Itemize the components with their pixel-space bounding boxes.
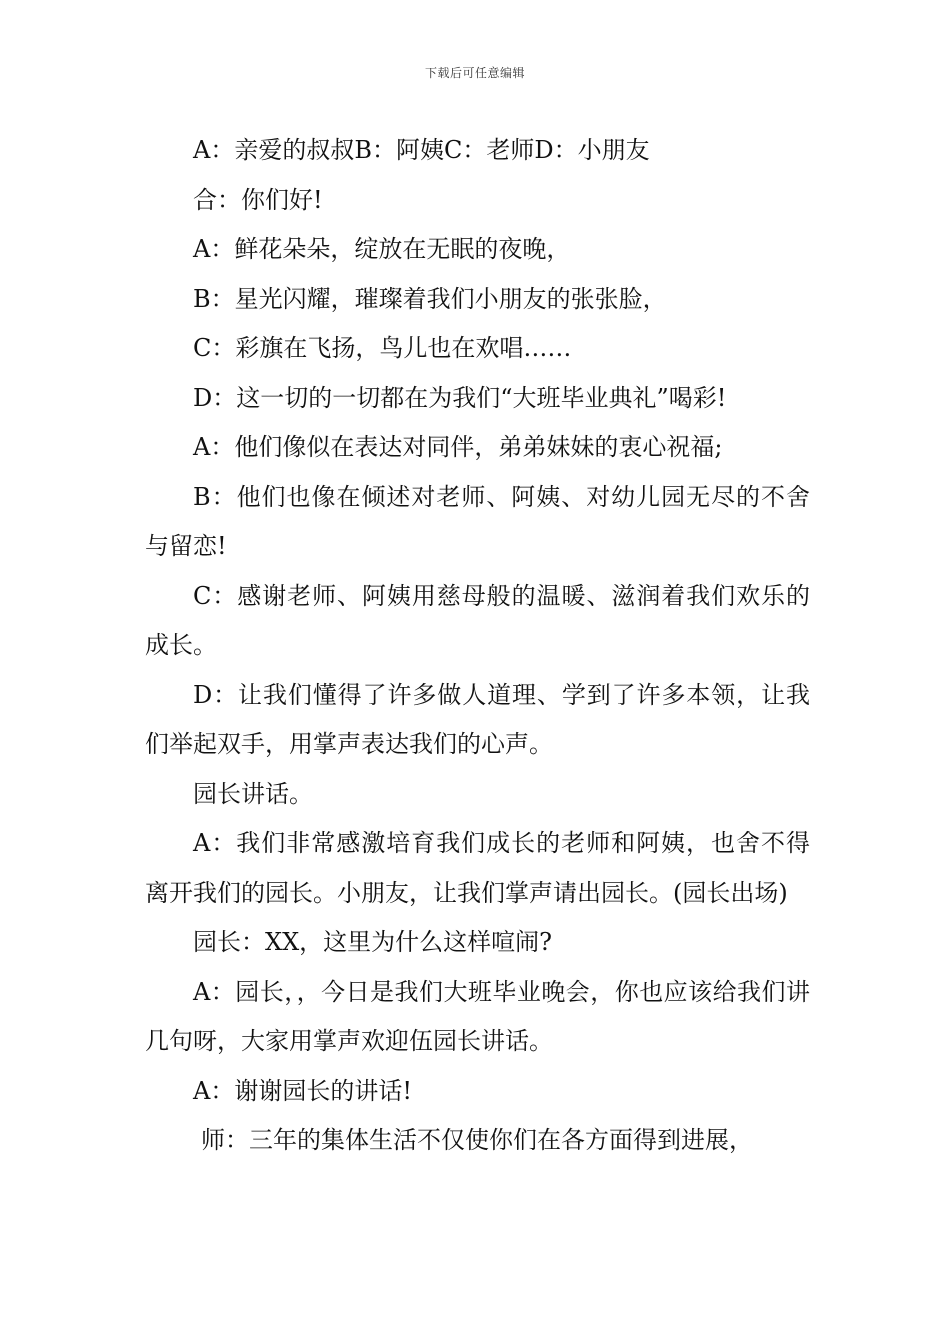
document-body xyxy=(145,126,810,1166)
paragraph-16: 师：三年的集体生活不仅使你们在各方面得到进展， xyxy=(201,1126,753,1154)
paragraph-11: 园长讲话。 xyxy=(193,779,313,808)
paragraph-9: C：感谢老师、阿姨用慈母般的温暖、滋润着我们欢乐的成长。 xyxy=(145,581,810,659)
paragraph-5: C：彩旗在飞扬，鸟儿也在欢唱…… xyxy=(193,334,572,362)
paragraph-7: A：他们像似在表达对同伴，弟弟妹妹的衷心祝福; xyxy=(193,433,723,461)
paragraph-12: A：我们非常感激培育我们成长的老师和阿姨，也舍不得离开我们的园长。小朋友，让我们掌声请出园长。(园长出场) xyxy=(145,829,810,907)
paragraph-8: B：他们也像在倾述对老师、阿姨、对幼儿园无尽的不舍与留恋! xyxy=(145,482,810,560)
paragraph-1: A：亲爱的叔叔B：阿姨C：老师D：小朋友 xyxy=(193,136,650,164)
paragraph-3: A：鲜花朵朵，绽放在无眠的夜晚， xyxy=(193,235,571,263)
paragraph-6: D：这一切的一切都在为我们“大班毕业典礼”喝彩! xyxy=(193,383,727,412)
paragraph-14: A：园长，，今日是我们大班毕业晚会，你也应该给我们讲几句呀，大家用掌声欢迎伍园长讲话。 xyxy=(145,977,810,1055)
paragraph-10: D：让我们懂得了许多做人道理、学到了许多本领，让我们举起双手，用掌声表达我们的心声。 xyxy=(145,680,810,758)
paragraph-4: B：星光闪耀，璀璨着我们小朋友的张张脸， xyxy=(193,284,667,313)
paragraph-15: A：谢谢园长的讲话! xyxy=(193,1076,412,1105)
paragraph-13: 园长：XX，这里为什么这样喧闹? xyxy=(193,928,553,956)
paragraph-2: 合：你们好! xyxy=(193,185,323,214)
page-header: 下载后可任意编辑 xyxy=(424,66,525,80)
